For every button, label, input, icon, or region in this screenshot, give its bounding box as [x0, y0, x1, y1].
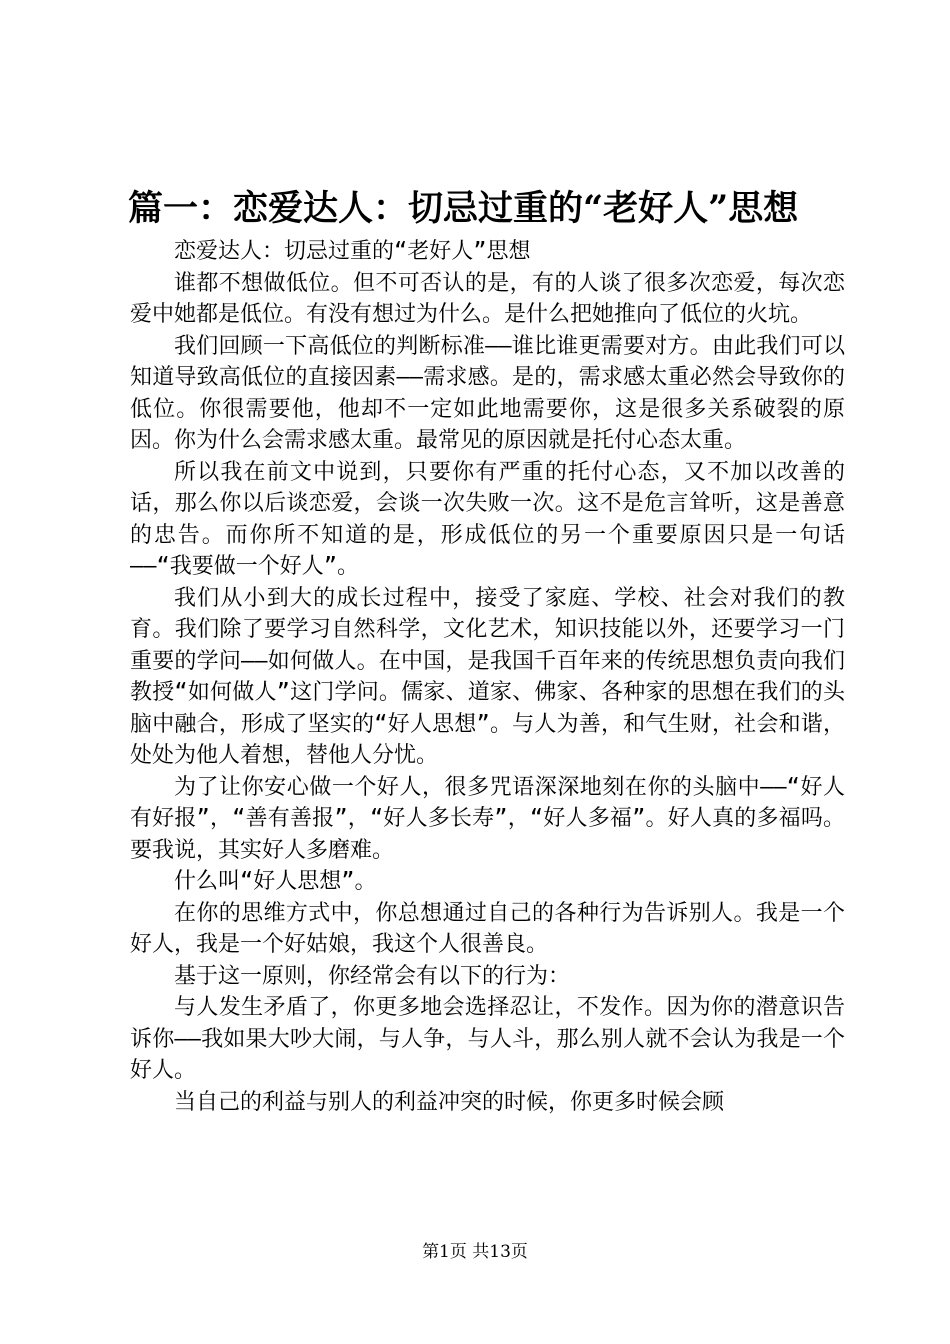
paragraph: 当自己的利益与别人的利益冲突的时候，你更多时候会顾 — [174, 1089, 725, 1115]
paragraph: 什么叫“好人思想”。 — [174, 869, 377, 894]
paragraph: 为了让你安心做一个好人，很多咒语深深地刻在你的头脑中——“好人有好报”，“善有善报”，“好人多长寿”，“好人多福”。好人真的多福吗。要我说，其实好人多磨难。 — [130, 774, 845, 863]
paragraph: 恋爱达人：切忌过重的“老好人”思想 — [174, 239, 531, 264]
paragraph: 在你的思维方式中，你总想通过自己的各种行为告诉别人。我是一个好人，我是一个好姑娘，我这个人很善良。 — [130, 900, 845, 957]
paragraph: 所以我在前文中说到，只要你有严重的托付心态，又不加以改善的话，那么你以后谈恋爱，会谈一次失败一次。这不是危言耸听，这是善意的忠告。而你所不知道的是，形成低位的另一个重要原因只是一句话——“我要做一个好人”。 — [130, 459, 845, 579]
paragraph: 与人发生矛盾了，你更多地会选择忍让，不发作。因为你的潜意识告诉你——我如果大吵大闹，与人争，与人斗，那么别人就不会认为我是一个好人。 — [130, 995, 845, 1083]
paragraph: 我们从小到大的成长过程中，接受了家庭、学校、社会对我们的教育。我们除了要学习自然科学，文化艺术，知识技能以外，还要学习一门重要的学问——如何做人。在中国，是我国千百年来的传统思想负责向我们教授“如何做人”这门学问。儒家、道家、佛家、各种家的思想在我们的头脑中融合，形成了坚实的“好人思想”。与人为善，和气生财，社会和谐，处处为他人着想，替他人分忧。 — [130, 585, 845, 768]
paragraph: 我们回顾一下高低位的判断标准——谁比谁更需要对方。由此我们可以知道导致高低位的直接因素——需求感。是的，需求感太重必然会导致你的低位。你很需要他，他却不一定如此地需要你，这是很多关系破裂的原因。你为什么会需求感太重。最常见的原因就是托付心态太重。 — [130, 333, 845, 453]
document-body — [130, 236, 845, 1118]
document-title: 篇一：恋爱达人：切忌过重的“老好人”思想 — [128, 188, 799, 229]
paragraph: 谁都不想做低位。但不可否认的是，有的人谈了很多次恋爱，每次恋爱中她都是低位。有没有想过为什么。是什么把她推向了低位的火坑。 — [130, 270, 845, 327]
paragraph: 基于这一原则，你经常会有以下的行为： — [174, 963, 571, 989]
page-footer: 第1页 共13页 — [422, 1242, 528, 1262]
